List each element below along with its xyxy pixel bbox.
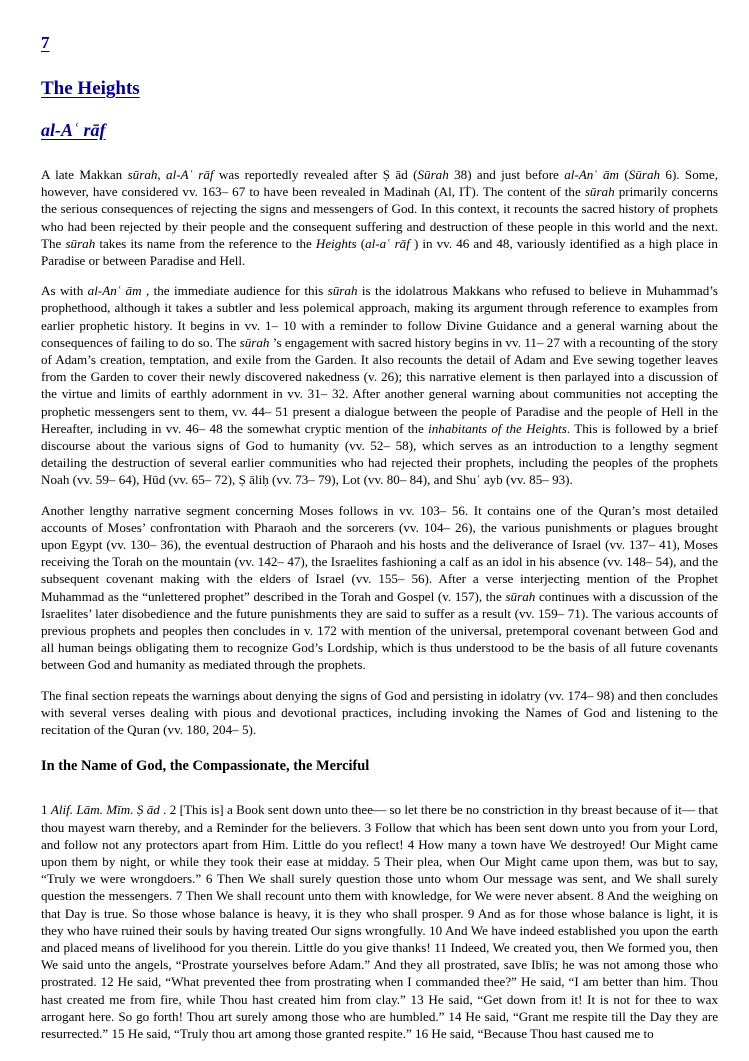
surah-number-heading-wrap xyxy=(41,34,718,53)
introduction-paragraph: As with al-Anʿ ām , the immediate audience for this sūrah is the idolatrous Makkans who refused to believe in Muhammad’s prophethood, although it takes a subtler and less polemical approach, making its argument through reference to examples from earlier prophetic history. It begins in vv. 1– 10 with a reminder to follow Divine Guidance and a general warning about the consequences of failing to do so. The sūrah ’s engagement with sacred history begins in vv. 11– 27 with a recounting of the story of Adam’s creation, temptation, and exile from the Garden. It also recounts the detail of Adam and Eve sewing together leaves from the Garden to cover their newly discovered nakedness (v. 26); this narrative element is then parlayed into a discussion of the virtue and limits of earthly adornment in vv. 31– 32. After another general warning about communities not accepting the prophetic messengers sent to them, vv. 44– 51 present a dialogue between the people of Paradise and the people of Hell in the Hereafter, including in vv. 46– 48 the somewhat cryptic mention of the inhabitants of the Heights. This is followed by a brief discourse about the various signs of God to humanity (vv. 52– 58), which serves as an introduction to a lengthy segment detailing the destruction of several earlier communities who had rejected their prophets, including the peoples of the prophets Noah (vv. 59– 64), Hūd (vv. 65– 72), Ṣ āliḥ (vv. 73– 79), Lot (vv. 80– 84), and Shuʿ ayb (vv. 85– 93). xyxy=(41,283,719,488)
introduction-paragraph: A late Makkan sūrah, al-Aʿ rāf was reportedly revealed after Ṣ ād (Sūrah 38) and just before al-Anʿ ām (Sūrah 6). Some, however, have considered vv. 163– 67 to have been revealed in Madinah (Al, IṪ). The content of the sūrah primarily concerns the serious consequences of rejecting the signs and messengers of God. In this context, it recounts the sacred history of prophets who had been rejected by their people and the consequent suffering and destruction of these people in this world and the next. The sūrah takes its name from the reference to the Heights (al-aʿ rāf ) in vv. 46 and 48, variously identified as a high place in Paradise or between Paradise and Hell. xyxy=(41,167,719,269)
surah-title-english: The Heights xyxy=(41,78,140,99)
surah-title-transliterated-wrap xyxy=(41,121,718,141)
italic-term: al-Anʿ ām xyxy=(87,283,142,299)
surah-number-heading: 7 xyxy=(41,33,50,52)
italic-term: sūrah xyxy=(65,235,96,251)
surah-title-transliterated: al-Aʿ rāf xyxy=(41,120,106,140)
bismillah-heading: In the Name of God, the Compassionate, the Merciful xyxy=(41,758,370,775)
italic-term: al-aʿ rāf xyxy=(365,235,410,251)
italic-term: sūrah xyxy=(239,334,270,350)
surah-title-english-wrap xyxy=(41,79,718,99)
italic-term: sūrah xyxy=(584,184,615,200)
italic-term: sūrah xyxy=(505,588,536,604)
italic-term: sūrah xyxy=(127,167,158,182)
italic-term: Sūrah xyxy=(628,167,661,182)
italic-term: Sūrah xyxy=(417,167,449,182)
verses-text-block: 1 Alif. Lām. Mīm. Ṣ ād . 2 [This is] a Book sent down unto thee— so let there be no constriction in thy breast because of it— that thou mayest warn thereby, and a Reminder for the believers. 3 Follow that which has been sent down unto you from your Lord, and follow not any protectors apart from Him. Little do you reflect! 4 How many a town have We destroyed! Our Might came upon them by night, or while they took their ease at midday. 5 Their plea, when Our Might came upon them, was but to say, “Truly we were wrongdoers.” 6 Then We shall surely question those unto whom Our message was sent, and We shall surely question the messengers. 7 Then We shall recount unto them with knowledge, for We were never absent. 8 And the weighing on that Day is true. So those whose balance is heavy, it is they who shall prosper. 9 And as for those whose balance is light, it is they who have ruined their souls by having treated Our signs wrongfully. 10 And We have indeed established you upon the earth and placed means of livelihood for you therein. Little do you give thanks! 11 Indeed, We created you, then We formed you, then We said unto the angels, “Prostrate yourselves before Adam.” And they all prostrated, save Iblīs; he was not among those who prostrated. 12 He said, “What prevented thee from prostrating when I commanded thee?” He said, “I am better than him. Thou hast created me from fire, while Thou hast created him from clay.” 13 He said, “Get down from it! It is not for thee to wax arrogant here. So go forth! Thou art surely among those who are humbled.” 14 He said, “Grant me respite till the Day they are resurrected.” 15 He said, “Truly thou art among those granted respite.” 16 He said, “Because Thou hast caused me to xyxy=(41,802,718,1041)
italic-term: Alif. Lām. Mīm. Ṣ ād xyxy=(50,802,160,818)
introduction-paragraph: Another lengthy narrative segment concerning Moses follows in vv. 103– 56. It contains one of the Quran’s most detailed accounts of Moses’ confrontation with Pharaoh and the sorcerers (vv. 104– 26), the various punishments or plagues brought upon Egypt (vv. 130– 36), the eventual destruction of Pharaoh and his hosts and the deliverance of Israel (vv. 137– 41), Moses receiving the Torah on the mountain (vv. 142– 47), the Israelites fashioning a calf as an idol in his absence (vv. 148– 54), and the subsequent covenant making with the elders of Israel (vv. 155– 56). After a verse interjecting mention of the Prophet Muhammad as the “unlettered prophet” described in the Torah and Gospel (v. 157), the sūrah continues with a discussion of the Israelites’ later disobedience and the future punishments they are said to suffer as a result (vv. 159– 71). The various accounts of previous prophets and peoples then concludes in v. 172 with mention of the universal, pretemporal covenant between God and all human beings obligating them to recognize God’s Lordship, which is thus understood to be the basis of all future covenants between God and humanity as mediated through the prophets. xyxy=(41,502,718,673)
introduction-paragraph: The final section repeats the warnings about denying the signs of God and persisting in idolatry (vv. 174– 98) and then concludes with several verses dealing with pious and devotional practices, including invoking the Names of God and listening to the recitation of the Quran (vv. 180, 204– 5). xyxy=(41,687,718,738)
italic-term: al-Aʿ rāf xyxy=(166,167,214,182)
italic-term: sūrah xyxy=(327,283,358,299)
italic-term: inhabitants of the Heights xyxy=(428,420,567,436)
italic-term: Heights xyxy=(315,235,357,251)
italic-term: al-Anʿ ām xyxy=(564,167,620,182)
